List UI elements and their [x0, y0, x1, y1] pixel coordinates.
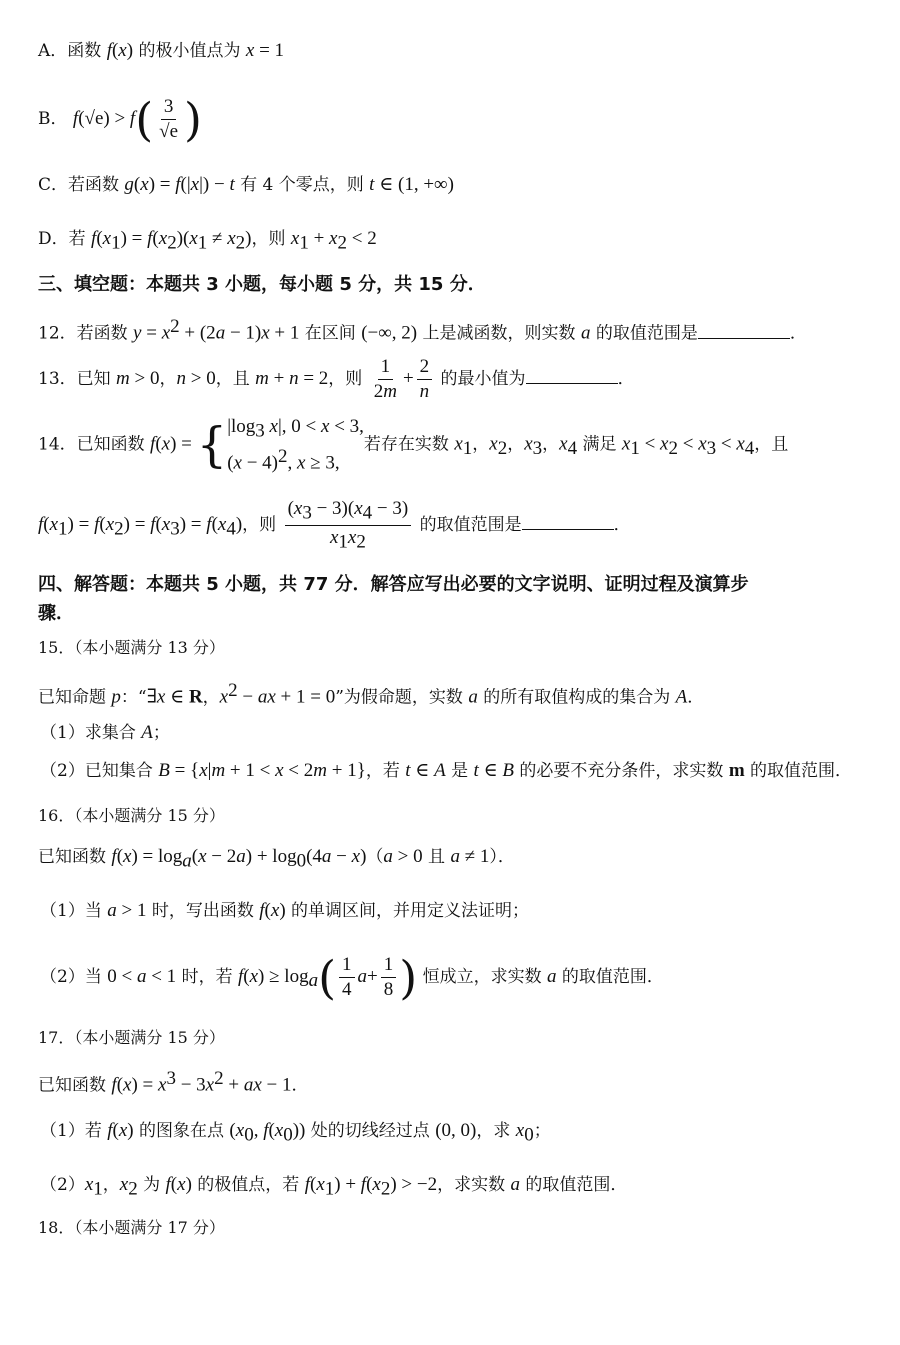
- question-14-continued: $f(x_1) = f(x_2) = f(x_3) = f(x_4)$，则 $\frac{(x_3 - 3)(x_4 - 3)}{x_1x_2}$ 的取值范围是 ．: [38, 498, 631, 553]
- option-c: C．若函数 g(x) = f(|x|) − t 有 4 个零点，则 t ∈ (1, +∞): [38, 174, 454, 195]
- question-13: 13．已知 m > 0，n > 0，且 m + n = 2，则 $\frac{1}{2m}$ + $\frac{2}{n}$ 的最小值为 ．: [38, 356, 635, 402]
- piecewise-definition: $|\log_3$ x|, 0 < x < 3, $(x - 4)^2$, x ≥ 3,: [227, 416, 364, 474]
- answer-blank: [698, 322, 790, 339]
- question-17-part-1: （1）若 f(x) 的图象在点 ($x_0$, $f(x_0)$) 处的切线经过点 (0, 0)，求 $x_0$；: [40, 1120, 551, 1146]
- answer-blank: [522, 513, 614, 530]
- question-17-stem: 已知函数 $f(x) = x^3 - 3x^2$ + ax − 1．: [38, 1068, 309, 1096]
- section-4-title-cont: 骤．: [38, 603, 74, 624]
- question-12: 12．若函数 $y = x^2 + (2a - 1)x + 1$ 在区间 (−∞, 2) 上是减函数，则实数 a 的取值范围是 ．: [38, 316, 807, 344]
- question-17-header: 17．（本小题满分 15 分）: [38, 1028, 225, 1047]
- question-17-part-2: $(2)x_1$，$x_2$ 为 f(x) 的极值点，若 $f(x_1) + f(x_2) > -2$，求实数 a 的取值范围．: [40, 1174, 628, 1200]
- fraction: $\frac{1}{2m}$: [373, 356, 397, 402]
- option-d: D．若 $f(x_1) = f(x_2)(x_1 \ne x_2)$，则 $x_1 + x_2 < 2$: [38, 228, 377, 254]
- question-16-header: 16．（本小题满分 15 分）: [38, 806, 225, 825]
- question-15-part-1: （1）求集合 A；: [40, 722, 170, 743]
- math: f: [106, 40, 112, 61]
- fraction: $\frac{(x_3 - 3)(x_4 - 3)}{x_1x_2}$: [285, 498, 412, 553]
- fraction: $\frac{1}{8}$: [381, 954, 397, 1001]
- fraction: $\frac{3}{√e}$: [159, 96, 179, 142]
- section-4-title: 四、解答题：本题共 5 小题，共 77 分．解答应写出必要的文字说明、证明过程及演算步: [38, 574, 749, 595]
- question-15-part-2: （2）已知集合 B = {x|m + 1 < x < 2m + 1}，若 t ∈ A 是 t ∈ B 的必要不充分条件，求实数 m 的取值范围．: [40, 760, 853, 781]
- question-16-stem: 已知函数 $f(x) = \log_a(x - 2a) + \log_0(4a - x)(a > 0$ 且 a ≠ 1）．: [38, 846, 515, 872]
- question-18-header: 18．（本小题满分 17 分）: [38, 1218, 225, 1237]
- fraction: $\frac{1}{4}$: [339, 954, 355, 1001]
- answer-blank: [526, 367, 618, 384]
- question-16-part-1: （1）当 a > 1 时，写出函数 f(x) 的单调区间，并用定义法证明；: [40, 900, 530, 921]
- question-16-part-2: （2）当 0 < a < 1 时，若 $f(x) \ge \log_a$( $\frac{1}{4}$ a+ $\frac{1}{8}$ ) 恒成立，求实数 a 的取值范围．: [40, 950, 664, 1005]
- question-15-header: 15．（本小题满分 13 分）: [38, 638, 225, 657]
- option-a: A．函数 f(x) 的极小值点为 x = 1: [38, 40, 285, 61]
- question-14: 14．已知函数 f(x) = { $|\log_3$ x|, 0 < x < 3, $(x - 4)^2$, x ≥ 3, 若存在实数 $x_1$，$x_2$，$x_3$，$x_4$ 满足 $x_1 < x_2 < x_3 < x_4$，且: [38, 414, 788, 476]
- fraction: $\frac{2}{n}$: [417, 356, 433, 403]
- section-3-title: 三、填空题：本题共 3 小题，每小题 5 分，共 15 分．: [38, 274, 486, 295]
- question-15-stem: 已知命题 p：“∃x ∈ R，$x^2$ − ax + 1 = 0”为假命题，实数 a 的所有取值构成的集合为 A．: [38, 680, 705, 708]
- option-b: B． f(√e) > f( $\frac{3}{√e}$ ): [38, 92, 202, 147]
